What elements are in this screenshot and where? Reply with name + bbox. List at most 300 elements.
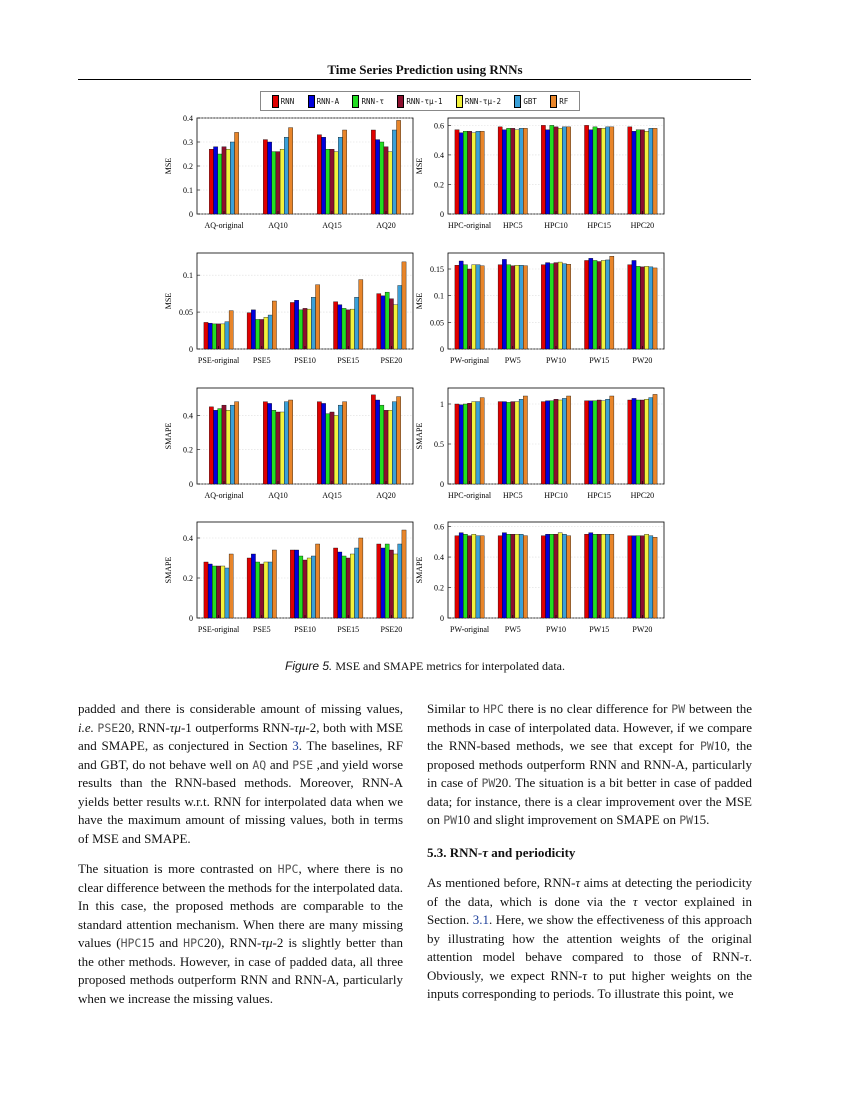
body-column-right [427, 700, 752, 1016]
dataset-code: PW [443, 813, 458, 827]
section-reference-link[interactable]: 3 [292, 738, 299, 753]
y-tick-label: 0.3 [183, 138, 193, 147]
bar [519, 399, 523, 484]
paragraph: The situation is more contrasted on HPC, where there is no clear difference between the methods for the interpolated data. In this case, the proposed methods are comparable to the standard attention mechanism. When there are many missing values (HPC15 and HPC20), RNN-τμ-2 is slightly better than the other methods. However, in case of padded data, all three proposed methods outperform RNN and RNN-A, particularly when we increase the missing values. [78, 861, 404, 1006]
x-tick-label: AQ15 [322, 221, 342, 230]
bar [649, 536, 653, 618]
legend-label: RNN-τ [361, 96, 385, 106]
bar [459, 405, 463, 484]
legend-label: GBT [523, 96, 537, 106]
y-tick-label: 0 [440, 480, 444, 489]
bar [554, 127, 558, 214]
bar [562, 264, 566, 349]
bar [606, 127, 610, 214]
bar [589, 533, 593, 618]
bar [226, 410, 230, 484]
bar [645, 399, 649, 484]
y-axis-label: MSE [415, 157, 424, 175]
bar [272, 410, 276, 484]
y-tick-label: 0.4 [183, 534, 193, 543]
y-tick-label: 0 [189, 210, 193, 219]
bar [459, 533, 463, 618]
y-tick-label: 0.2 [183, 445, 193, 455]
bar [511, 128, 515, 214]
bar [212, 324, 216, 349]
bar [632, 398, 636, 484]
bar [338, 305, 342, 349]
bar [397, 120, 401, 214]
bar [472, 402, 476, 484]
dataset-code: PSE [97, 720, 119, 735]
bar [632, 536, 636, 618]
bar [645, 266, 649, 349]
bar [214, 147, 218, 214]
bar [222, 405, 226, 484]
bar [264, 317, 268, 349]
bar [208, 323, 212, 349]
bar [330, 412, 334, 484]
bar [217, 566, 221, 618]
x-tick-label: PSE-original [197, 356, 240, 365]
bar [558, 128, 562, 214]
bar [376, 400, 380, 484]
bar [546, 263, 550, 349]
bar [235, 402, 239, 484]
bar [350, 554, 354, 618]
bar [480, 131, 484, 214]
bar [636, 130, 640, 214]
bar [295, 300, 299, 349]
body-column-left [78, 700, 403, 1020]
x-tick-label: HPC20 [630, 491, 655, 500]
bar [653, 537, 657, 618]
y-tick-label: 0 [440, 345, 444, 354]
bar [230, 142, 234, 214]
y-tick-label: 0.6 [434, 121, 444, 131]
y-axis-label: SMAPE [415, 422, 424, 450]
bar [334, 415, 338, 484]
bar [455, 536, 459, 618]
bar [303, 308, 307, 349]
bar [343, 402, 347, 484]
bar [498, 402, 502, 484]
x-tick-label: PSE20 [380, 625, 403, 634]
bar [384, 410, 388, 484]
bar [268, 315, 272, 349]
bar [589, 130, 593, 214]
bar [558, 262, 562, 349]
y-tick-label: 0.05 [179, 308, 193, 318]
x-tick-label: PSE20 [380, 356, 403, 365]
x-tick-label: PW-original [450, 625, 490, 634]
bar [468, 403, 472, 484]
x-tick-label: PW-original [450, 356, 490, 365]
bar [338, 405, 342, 484]
bar [311, 297, 315, 349]
bar [468, 269, 472, 349]
bar [519, 128, 523, 214]
bar [455, 130, 459, 214]
bar [256, 319, 260, 349]
bar [290, 550, 294, 618]
bar [550, 534, 554, 618]
bar [550, 264, 554, 349]
bar [260, 319, 264, 349]
dataset-code: PW [679, 813, 694, 827]
bar [251, 554, 255, 618]
paragraph: As mentioned before, RNN-τ aims at detecting the periodicity of the data, which is done via the τ vector explained in Section. 3.1. Here, we show the effectiveness of this approach by illustrating how the attention weights of the original attention model behave compared to those of RNN-τ. Obviously, we expect RNN-τ to put higher weights on the inputs corresponding to periods. To illustrate this point, we [427, 875, 753, 1001]
bar [381, 296, 385, 349]
bar [649, 267, 653, 349]
x-tick-label: HPC5 [503, 221, 523, 230]
section-reference-link[interactable]: 3.1 [472, 912, 489, 927]
bar [519, 534, 523, 618]
bar [392, 130, 396, 214]
bar [389, 550, 393, 618]
bar [523, 128, 527, 214]
bar [230, 405, 234, 484]
bar [394, 305, 398, 349]
bar [394, 554, 398, 618]
bar [562, 534, 566, 618]
x-tick-label: HPC5 [503, 491, 523, 500]
bar [502, 402, 506, 484]
bar [515, 534, 519, 618]
bar [515, 130, 519, 214]
caption-label: Figure 5. [285, 659, 333, 673]
bar [523, 266, 527, 349]
italic-text: τμ [294, 719, 306, 735]
bar [502, 533, 506, 618]
paragraph: padded and there is considerable amount of missing values, i.e. PSE20, RNN-τμ-1 outperforms RNN-τμ-2, both with MSE and SMAPE, as conjectured in Section 3. The baselines, RF and GBT, do not behave well on AQ and PSE ,and yield worse results than the RNN-based methods. Moreover, RNN-A yields better results w.r.t. RNN for interpolated data when we have the maximum amount of missing values, both in terms of MSE and SMAPE. [78, 701, 404, 846]
bar [359, 538, 363, 618]
bar [299, 556, 303, 618]
bar [392, 402, 396, 484]
bar [330, 149, 334, 214]
bar [601, 401, 605, 484]
bar [380, 142, 384, 214]
y-tick-label: 1 [440, 400, 444, 409]
y-tick-label: 0.4 [434, 553, 444, 563]
bar [221, 324, 225, 349]
bar [636, 536, 640, 618]
bar [463, 404, 467, 484]
x-tick-label: PSE-original [197, 625, 240, 634]
x-tick-label: HPC-original [448, 491, 492, 500]
bar [280, 149, 284, 214]
bar [307, 309, 311, 349]
y-tick-label: 0.1 [434, 291, 444, 301]
y-axis-label: MSE [164, 292, 173, 310]
bar [284, 402, 288, 484]
bar [567, 396, 571, 484]
x-tick-label: PSE15 [337, 356, 360, 365]
y-tick-label: 0 [189, 480, 193, 489]
x-tick-label: HPC10 [544, 491, 568, 500]
bar [226, 149, 230, 214]
bar [476, 402, 480, 484]
bar [280, 412, 284, 484]
bar [204, 562, 208, 618]
bar [276, 152, 280, 214]
y-tick-label: 0.1 [183, 271, 193, 281]
bar [463, 534, 467, 618]
bar [640, 130, 644, 214]
bar [601, 128, 605, 214]
bar [597, 400, 601, 484]
x-tick-label: PSE15 [337, 625, 360, 634]
bar [523, 396, 527, 484]
y-tick-label: 0.4 [434, 150, 444, 160]
x-tick-label: HPC-original [448, 221, 492, 230]
bar [585, 534, 589, 618]
bar [628, 536, 632, 618]
bar [597, 262, 601, 349]
bar [317, 135, 321, 214]
bar [653, 394, 657, 484]
bar [585, 125, 589, 214]
x-tick-label: PSE5 [252, 356, 271, 365]
bar [550, 125, 554, 214]
y-axis-label: SMAPE [164, 422, 173, 450]
y-tick-label: 0.05 [430, 318, 444, 328]
bar [636, 266, 640, 349]
italic-text: τ [744, 949, 749, 964]
legend-label: RNN [280, 96, 295, 106]
bar [511, 266, 515, 349]
y-tick-label: 0.6 [434, 522, 444, 532]
bar [597, 128, 601, 214]
dataset-code: AQ [252, 757, 267, 772]
bar [459, 133, 463, 214]
bar [546, 401, 550, 484]
bar [264, 562, 268, 618]
bar [498, 265, 502, 349]
dataset-code: PW [671, 702, 686, 716]
bar [628, 400, 632, 484]
italic-text: τ [482, 844, 489, 860]
bar [472, 265, 476, 349]
y-axis-label: SMAPE [415, 556, 424, 584]
bar [459, 261, 463, 349]
bar [385, 544, 389, 618]
bar [562, 398, 566, 484]
dataset-code: PW [481, 776, 496, 790]
dataset-code: PW [699, 739, 714, 753]
dataset-code: HPC [277, 862, 299, 876]
italic-text: i.e. [78, 719, 94, 735]
y-tick-label: 0.5 [434, 440, 444, 449]
bar [463, 131, 467, 214]
bar [208, 564, 212, 618]
bar [355, 297, 359, 349]
bar [225, 322, 229, 349]
bar [268, 403, 272, 484]
bar [554, 399, 558, 484]
bar [558, 400, 562, 484]
bar [480, 266, 484, 349]
bar [567, 536, 571, 618]
bar [541, 265, 545, 349]
bar [268, 562, 272, 618]
bar [511, 402, 515, 484]
running-title: Time Series Prediction using RNNs [327, 62, 523, 77]
bar [455, 404, 459, 484]
bar [263, 140, 267, 214]
bar [343, 130, 347, 214]
y-tick-label: 0.2 [183, 162, 193, 171]
bar [299, 310, 303, 349]
bar [338, 552, 342, 618]
x-tick-label: PW15 [589, 625, 610, 634]
bar [217, 324, 221, 349]
bar [558, 533, 562, 618]
bar [377, 544, 381, 618]
y-axis-label: MSE [415, 292, 424, 310]
y-tick-label: 0.2 [434, 583, 444, 593]
bar [338, 137, 342, 214]
bar [597, 534, 601, 618]
bar [221, 566, 225, 618]
y-tick-label: 0.4 [183, 411, 193, 421]
y-tick-label: 0 [440, 614, 444, 623]
x-tick-label: AQ10 [268, 221, 288, 230]
bar [342, 308, 346, 349]
italic-text: τμ [169, 719, 181, 735]
bar [307, 558, 311, 618]
y-tick-label: 0 [440, 210, 444, 219]
bar [593, 127, 597, 214]
bar [384, 147, 388, 214]
bar [632, 131, 636, 214]
bar [235, 132, 239, 214]
bar [463, 265, 467, 349]
x-tick-label: HPC20 [630, 221, 655, 230]
bar [272, 550, 276, 618]
bar [398, 544, 402, 618]
bar [290, 302, 294, 349]
dataset-code: HPC [183, 936, 204, 950]
legend-label: RF [559, 96, 569, 106]
bar [554, 534, 558, 618]
bar [311, 556, 315, 618]
caption-text: MSE and SMAPE metrics for interpolated data. [332, 659, 565, 673]
bar [519, 265, 523, 349]
bar [541, 125, 545, 214]
bar [593, 401, 597, 484]
x-tick-label: PW15 [589, 356, 610, 365]
bar [388, 410, 392, 484]
dataset-code: PSE [292, 757, 314, 772]
dataset-code: HPC [483, 702, 504, 716]
bar [567, 127, 571, 214]
bar [628, 127, 632, 214]
bar [645, 534, 649, 618]
x-tick-label: AQ20 [376, 221, 396, 230]
italic-text: τμ [261, 935, 273, 950]
bar [589, 258, 593, 349]
bar [209, 407, 213, 484]
bar [585, 401, 589, 484]
bar [507, 402, 511, 484]
bar [585, 260, 589, 349]
bar [511, 534, 515, 618]
bar [380, 405, 384, 484]
bar [601, 260, 605, 349]
x-tick-label: HPC15 [587, 491, 611, 500]
y-tick-label: 0.2 [183, 574, 193, 583]
dataset-code: HPC [120, 936, 142, 950]
bar [476, 265, 480, 349]
y-tick-label: 0.15 [430, 265, 444, 274]
bar [334, 548, 338, 618]
y-tick-label: 0 [189, 614, 193, 623]
bar [480, 398, 484, 484]
bar [398, 285, 402, 349]
bar [601, 534, 605, 618]
x-tick-label: PW5 [504, 356, 521, 365]
bar [346, 558, 350, 618]
bar [636, 400, 640, 484]
bar [502, 259, 506, 349]
bar [628, 265, 632, 349]
bar [251, 310, 255, 349]
bar [653, 128, 657, 214]
x-tick-label: PSE10 [294, 625, 316, 634]
bar [589, 401, 593, 484]
x-tick-label: AQ15 [322, 491, 342, 500]
bar [606, 399, 610, 484]
x-tick-label: AQ20 [376, 491, 396, 500]
bar [546, 534, 550, 618]
bar [218, 409, 222, 484]
bar [653, 268, 657, 349]
x-tick-label: PW20 [632, 625, 653, 634]
legend-label: RNN-τμ-2 [464, 96, 501, 106]
bar [606, 260, 610, 349]
bar [342, 556, 346, 618]
bar [225, 568, 229, 618]
x-tick-label: PSE10 [294, 356, 316, 365]
y-tick-label: 0.1 [183, 186, 193, 195]
bar [476, 536, 480, 618]
section-heading: 5.3. RNN-τ and periodicity [427, 844, 576, 860]
bar [204, 322, 208, 349]
bar [355, 548, 359, 618]
bar [377, 294, 381, 349]
bar [649, 398, 653, 484]
bar [260, 564, 264, 618]
bar [284, 137, 288, 214]
legend-label: RNN-τμ-1 [406, 96, 443, 106]
bar [346, 310, 350, 349]
x-tick-label: PW10 [546, 625, 566, 634]
bar [468, 131, 472, 214]
bar [322, 137, 326, 214]
x-tick-label: HPC10 [544, 221, 568, 230]
bar [385, 292, 389, 349]
bar [402, 262, 406, 349]
y-tick-label: 0 [189, 345, 193, 354]
bar [209, 149, 213, 214]
bar [334, 302, 338, 349]
bar [554, 263, 558, 349]
bar [610, 256, 614, 349]
italic-text: τ [575, 875, 581, 890]
bar [550, 401, 554, 484]
bar [515, 402, 519, 484]
bar [389, 299, 393, 349]
